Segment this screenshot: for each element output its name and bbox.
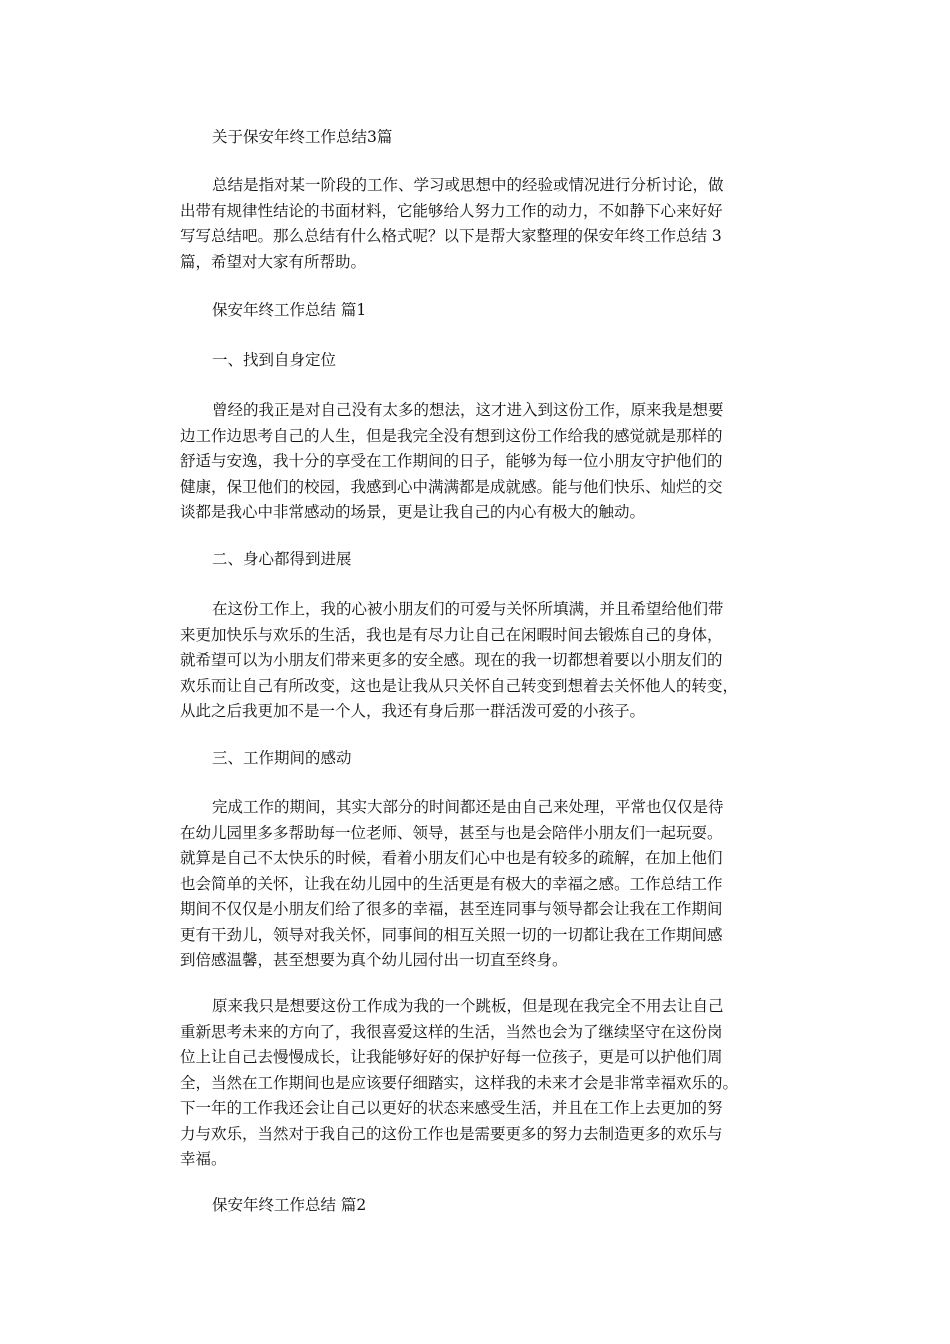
paragraph-1 <box>180 398 780 526</box>
paragraph-line: 写写总结吧。那么总结有什么格式呢？以下是帮大家整理的保安年终工作总结 3 <box>180 227 722 245</box>
paragraph-line: 篇，希望对大家有所帮助。 <box>180 252 367 271</box>
heading-3 <box>180 746 780 772</box>
paragraph-line: 到倍感温馨，甚至想要为真个幼儿园付出一切直至终身。 <box>180 951 568 969</box>
paragraph-line: 原来我只是想要这份工作成为我的一个跳板，但是现在我完全不用去让自己 <box>212 997 724 1015</box>
paragraph-2 <box>180 597 780 725</box>
section-title-text: 保安年终工作总结 篇1 <box>212 301 367 319</box>
intro-paragraph <box>180 173 780 275</box>
paragraph-line: 总结是指对某一阶段的工作、学习或思想中的经验或情况进行分析讨论，做 <box>212 176 724 194</box>
paragraph-line: 在幼儿园里多多帮助每一位老师、领导，甚至与也是会陪伴小朋友们一起玩耍。 <box>180 823 723 842</box>
document-title <box>180 125 780 151</box>
paragraph-line: 更有干劲儿，领导对我关怀，同事间的相互关照一切的一切都让我在工作期间感 <box>180 925 723 944</box>
paragraph-line: 期间不仅仅是小朋友们给了很多的幸福，甚至连同事与领导都会让我在工作期间 <box>180 900 723 918</box>
paragraph-line: 幸福。 <box>180 1150 227 1168</box>
heading-text: 一、找到自身定位 <box>212 351 337 369</box>
paragraph-line: 欢乐而让自己有所改变，这也是让我从只关怀自己转变到想着去关怀他人的转变， <box>180 676 739 695</box>
paragraph-line: 力与欢乐，当然对于我自己的这份工作也是需要更多的努力去制造更多的欢乐与 <box>180 1124 723 1143</box>
paragraph-3 <box>180 795 780 974</box>
section-title-2 <box>180 1193 780 1219</box>
paragraph-line: 重新思考未来的方向了，我很喜爱这样的生活，当然也会为了继续坚守在这份岗 <box>180 1022 723 1041</box>
heading-2 <box>180 547 780 573</box>
heading-text: 三、工作期间的感动 <box>212 749 352 767</box>
paragraph-line: 全，当然在工作期间也是应该要仔细踏实，这样我的未来才会是非常幸福欢乐的。 <box>180 1073 739 1092</box>
paragraph-line: 下一年的工作我还会让自己以更好的状态来感受生活，并且在工作上去更加的努 <box>180 1099 723 1117</box>
section-title-text: 保安年终工作总结 篇2 <box>212 1196 367 1214</box>
paragraph-line: 边工作边思考自己的人生，但是我完全没有想到这份工作给我的感觉就是那样的 <box>180 426 723 445</box>
title-text: 关于保安年终工作总结3篇 <box>212 128 393 146</box>
paragraph-line: 谈都是我心中非常感动的场景，更是让我自己的内心有极大的触动。 <box>180 503 646 521</box>
paragraph-line: 来更加快乐与欢乐的生活，我也是有尽力让自己在闲暇时间去锻炼自己的身体， <box>180 625 723 644</box>
paragraph-line: 从此之后我更加不是一个人，我还有身后那一群活泼可爱的小孩子。 <box>180 702 646 720</box>
paragraph-line: 就希望可以为小朋友们带来更多的安全感。现在的我一切都想着要以小朋友们的 <box>180 651 723 669</box>
paragraph-4 <box>180 994 780 1173</box>
paragraph-line: 完成工作的期间，其实大部分的时间都还是由自己来处理，平常也仅仅是待 <box>212 798 724 816</box>
paragraph-line: 出带有规律性结论的书面材料，它能够给人努力工作的动力，不如静下心来好好 <box>180 201 723 220</box>
section-title-1 <box>180 298 780 324</box>
heading-1 <box>180 348 780 374</box>
paragraph-line: 曾经的我正是对自己没有太多的想法，这才进入到这份工作，原来我是想要 <box>212 401 724 419</box>
paragraph-line: 位上让自己去慢慢成长，让我能够好好的保护好每一位孩子，更是可以护他们周 <box>180 1048 723 1066</box>
paragraph-line: 也会简单的关怀，让我在幼儿园中的生活更是有极大的幸福之感。工作总结工作 <box>180 874 723 893</box>
paragraph-line: 在这份工作上，我的心被小朋友们的可爱与关怀所填满，并且希望给他们带 <box>212 600 724 618</box>
paragraph-line: 舒适与安逸，我十分的享受在工作期间的日子，能够为每一位小朋友守护他们的 <box>180 452 723 470</box>
paragraph-line: 健康，保卫他们的校园，我感到心中满满都是成就感。能与他们快乐、灿烂的交 <box>180 477 723 496</box>
heading-text: 二、身心都得到进展 <box>212 550 352 568</box>
paragraph-line: 就算是自己不太快乐的时候，看着小朋友们心中也是有较多的疏解，在加上他们 <box>180 849 723 867</box>
